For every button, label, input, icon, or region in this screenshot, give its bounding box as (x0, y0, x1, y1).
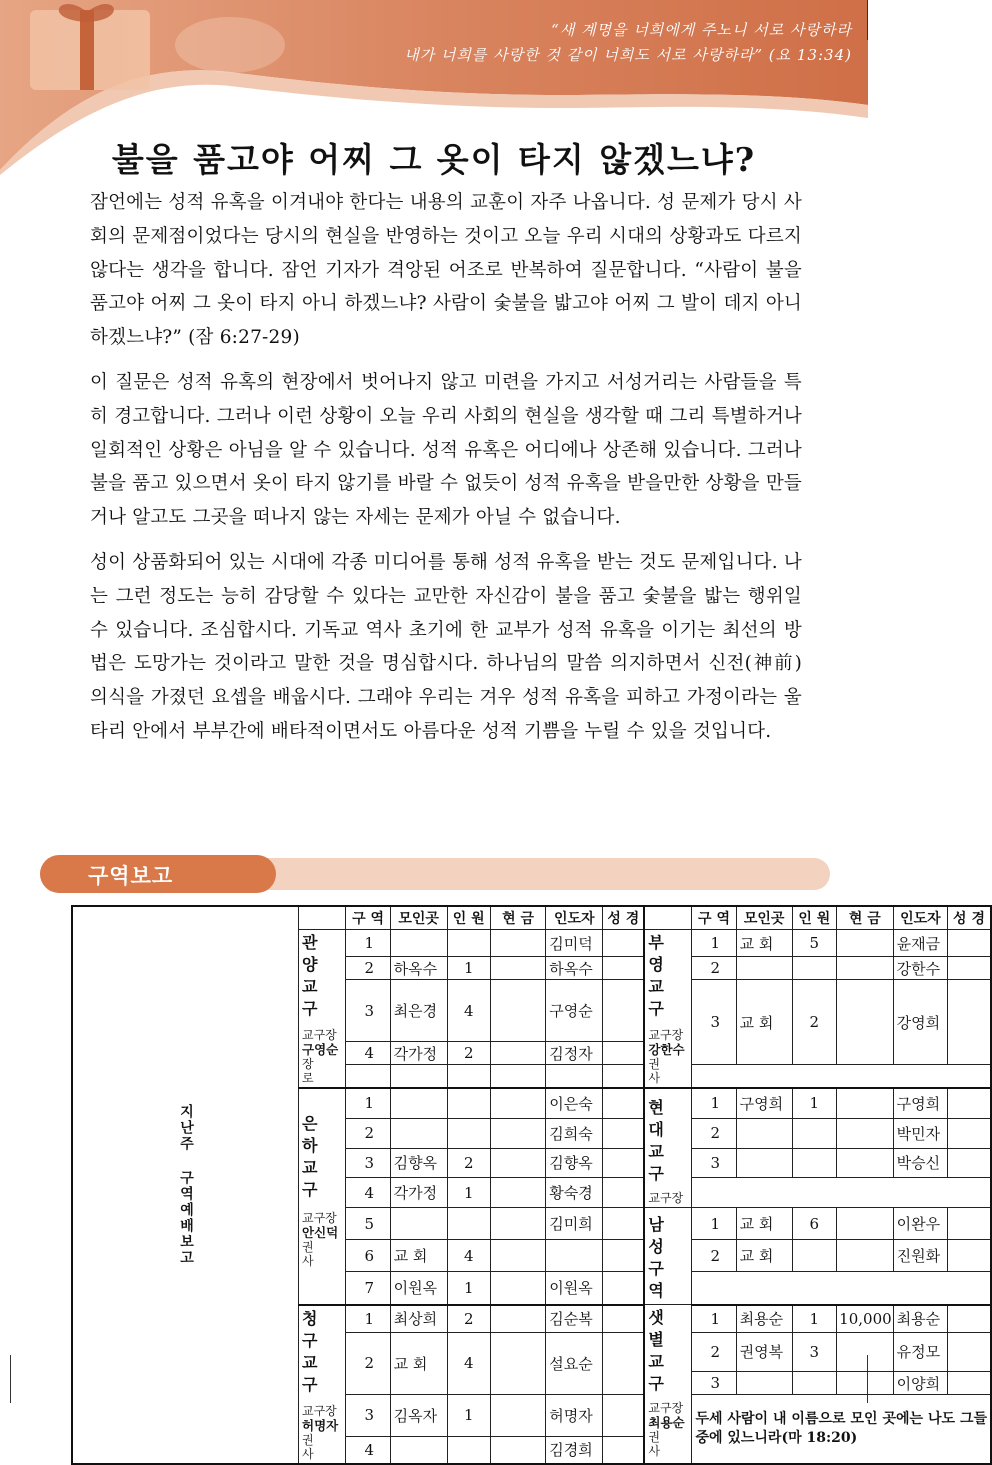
cell-no: 2 (692, 1332, 736, 1372)
group-sub: 교구장 (302, 1403, 337, 1418)
cell-bible (948, 1118, 991, 1148)
cell-place (390, 1208, 447, 1240)
cell-bible (948, 957, 991, 980)
cell-place: 김향옥 (390, 1148, 447, 1178)
cell-place (390, 1118, 447, 1148)
cell-place: 교 회 (736, 1240, 792, 1272)
cell-place: 각가정 (390, 1178, 447, 1208)
cell-amount (836, 1118, 893, 1148)
cell-bible (603, 1208, 645, 1240)
district-report-table (71, 905, 992, 1465)
cell-place: 김옥자 (390, 1395, 447, 1437)
cell-leader: 허명자 (546, 1395, 603, 1437)
cell-amount (490, 1042, 545, 1065)
header-col-place-r: 모인곳 (736, 906, 792, 930)
group-name: 남 성 구 역 (648, 1215, 673, 1300)
group-sub: 교구장 (302, 1211, 337, 1225)
group-name: 샛 별 교 구 (648, 1308, 673, 1393)
cell-count: 1 (447, 1272, 490, 1305)
cell-no: 3 (346, 980, 390, 1042)
group-leader: 최용순 (648, 1415, 685, 1430)
group-role: 권 사 (648, 1057, 672, 1085)
cell-no: 1 (692, 1088, 736, 1118)
cell-no: 2 (346, 1332, 390, 1395)
cell-count (792, 1240, 836, 1272)
cell-place: 최은경 (390, 980, 447, 1042)
cell-place (390, 930, 447, 957)
cell-bible (603, 1436, 645, 1464)
group-leader: 강한수 (648, 1042, 685, 1057)
cell-no: 2 (692, 1240, 736, 1272)
group-name: 부 영 교 구 (648, 933, 673, 1018)
cell-bible (948, 1208, 991, 1240)
verse-line-1: “새 계명을 너희에게 주노니 서로 사랑하라 (551, 21, 852, 39)
cell-bible (603, 957, 645, 980)
cell-amount (490, 1272, 545, 1305)
header-col-leader-r: 인도자 (893, 906, 947, 930)
cell-no: 3 (692, 980, 736, 1065)
cell-no: 4 (346, 1178, 390, 1208)
cell-count (447, 1208, 490, 1240)
cell-leader: 김정자 (546, 1042, 603, 1065)
cell-amount (836, 1332, 893, 1372)
group-saetbyeol (644, 1305, 692, 1464)
cell-no: 5 (346, 1208, 390, 1240)
cell-leader: 설요순 (546, 1332, 603, 1395)
cell-amount (490, 1178, 545, 1208)
cell-leader: 윤재금 (893, 930, 947, 957)
cell-count: 2 (447, 1042, 490, 1065)
cell-bible (603, 1148, 645, 1178)
cell-leader: 김순복 (546, 1305, 603, 1333)
cell-count: 3 (792, 1332, 836, 1372)
blank-row (692, 1065, 991, 1089)
cell-count (447, 1436, 490, 1464)
cell-no: 2 (346, 1118, 390, 1148)
verse-line-2: 내가 너희를 사랑한 것 같이 너희도 서로 사랑하라” (요 13:34) (404, 46, 852, 64)
page-edge-line-top (867, 0, 868, 40)
page-title: 불을 품고야 어찌 그 옷이 타지 않겠느냐? (111, 140, 757, 180)
cell-count: 2 (792, 980, 836, 1065)
cell-amount (836, 930, 893, 957)
group-sub: 교구장 (648, 1191, 684, 1205)
table-header-row (72, 906, 991, 930)
cell-amount (836, 957, 893, 980)
cell-leader: 이은숙 (546, 1088, 603, 1118)
cell-count (447, 1118, 490, 1148)
group-cheonggu (299, 1305, 346, 1464)
cell-no: 1 (346, 930, 390, 957)
cell-no: 2 (692, 1118, 736, 1148)
cell-place: 최상희 (390, 1305, 447, 1333)
cell-leader: 김향옥 (546, 1148, 603, 1178)
group-role: 권 사 (648, 1430, 672, 1458)
cell-leader: 황숙경 (546, 1178, 603, 1208)
header-blank-left (299, 906, 346, 930)
header-col-bible-r: 성 경 (948, 906, 991, 930)
group-role: 장 로 (302, 1057, 326, 1085)
cell-place: 교 회 (390, 1332, 447, 1395)
cell-amount (490, 1395, 545, 1437)
cell-place: 하옥수 (390, 957, 447, 980)
cell-no: 2 (692, 957, 736, 980)
group-leader: 허명자 (302, 1417, 339, 1433)
group-name: 청 구 교 구 (302, 1308, 327, 1394)
cell-place: 교 회 (390, 1240, 447, 1272)
cell-place (736, 957, 792, 980)
cell-leader: 유정모 (893, 1332, 947, 1372)
cell-amount (836, 1088, 893, 1118)
group-namseong (644, 1208, 692, 1305)
group-role: 권 사 (302, 1240, 326, 1268)
cell-amount (490, 980, 545, 1042)
cell-count: 5 (792, 930, 836, 957)
group-buyeong (644, 930, 692, 1089)
bible-quote: 두세 사람이 내 이름으로 모인 곳에는 나도 그들 중에 있느니라(마 18:20) (692, 1395, 991, 1464)
cell-place: 구영희 (736, 1088, 792, 1118)
blank-row (692, 1272, 991, 1305)
cell-count (447, 930, 490, 957)
article-paragraph-3: 성이 상품화되어 있는 시대에 각종 미디어를 통해 성적 유혹을 받는 것도 문제입니다. 나는 그런 정도는 능히 감당할 수 있다는 교만한 자신감이 불을 품고 숯불을 밟는 행위일 수 있습니다. 조심합시다. 기독교 역사 초기에 한 교부가 성적 유혹을 이기는 최선의 방법은 도망가는 것이라고 말한 것을 명심합시다. 하나님의 말씀 의지하면서 신전(神前) 의식을 가졌던 요셉을 배웁시다. 그래야 우리는 겨우 성적 유혹을 피하고 가정이라는 울타리 안에서 부부간에 배타적이면서도 아름다운 성적 기쁨을 누릴 수 있을 것입니다. (90, 551, 802, 742)
cell-count (792, 1118, 836, 1148)
group-leader: 안신덕 (302, 1225, 339, 1240)
page-edge-line-bottom-left (10, 1355, 11, 1403)
cell-bible (603, 1395, 645, 1437)
cell-leader: 구영희 (893, 1088, 947, 1118)
header-col-leader: 인도자 (546, 906, 603, 930)
cell-place (736, 1148, 792, 1178)
cell-no: 3 (692, 1148, 736, 1178)
group-name: 은 하 교 구 (302, 1114, 327, 1199)
article-body (90, 186, 802, 760)
cell-amount (490, 1118, 545, 1148)
cell-count: 1 (792, 1088, 836, 1118)
header-blank-right (644, 906, 692, 930)
cell-amount (490, 1088, 545, 1118)
cell-place: 교 회 (736, 1208, 792, 1240)
cell-amount: 10,000 (836, 1305, 893, 1333)
cell-count: 2 (447, 1305, 490, 1333)
group-sub: 교구장 (648, 1401, 684, 1415)
cell-no: 7 (346, 1272, 390, 1305)
cell-no: 3 (346, 1395, 390, 1437)
cell-leader: 진원화 (893, 1240, 947, 1272)
group-hyundae (644, 1088, 692, 1208)
cell-place (736, 1118, 792, 1148)
cell-no: 6 (346, 1240, 390, 1272)
cell-no: 4 (346, 1436, 390, 1464)
cell-bible (603, 930, 645, 957)
cell-count (792, 957, 836, 980)
header-col-place: 모인곳 (390, 906, 447, 930)
cell-amount (836, 1208, 893, 1240)
cell-place: 교 회 (736, 980, 792, 1065)
header-col-district-r: 구 역 (692, 906, 736, 930)
cell-count: 4 (447, 1332, 490, 1395)
cell-leader: 구영순 (546, 980, 603, 1042)
cell-place (390, 1088, 447, 1118)
cell-leader: 강한수 (893, 957, 947, 980)
cell-count (792, 1148, 836, 1178)
cell-count: 1 (792, 1305, 836, 1333)
cell-amount (490, 1148, 545, 1178)
group-name: 현 대 교 구 (648, 1098, 673, 1183)
cell-bible (948, 980, 991, 1065)
cell-leader: 김희숙 (546, 1118, 603, 1148)
cell-leader: 박승신 (893, 1148, 947, 1178)
article-paragraph-1: 잠언에는 성적 유혹을 이겨내야 한다는 내용의 교훈이 자주 나옵니다. 성 문제가 당시 사회의 문제점이었다는 당시의 현실을 반영하는 것이고 오늘 우리 시대의 상황과도 다르지 않다는 생각을 합니다. 잠언 기자가 격앙된 어조로 반복하여 질문합니다. “사람이 불을 품고야 어찌 그 옷이 타지 아니 하겠느냐? 사람이 숯불을 밟고야 어찌 그 발이 데지 아니하겠느냐?” (잠 6:27-29) (90, 192, 802, 349)
cell-no: 2 (346, 957, 390, 980)
cell-leader: 박민자 (893, 1118, 947, 1148)
section-label: 구역보고 (88, 864, 174, 888)
cell-amount (490, 1332, 545, 1395)
cell-bible (603, 1118, 645, 1148)
group-name: 관 양 교 구 (302, 933, 327, 1018)
cell-bible (603, 980, 645, 1042)
cell-bible (603, 1272, 645, 1305)
header-col-count: 인 원 (447, 906, 490, 930)
cell-place: 각가정 (390, 1042, 447, 1065)
cell-bible (948, 930, 991, 957)
cell-place: 교 회 (736, 930, 792, 957)
cell-no: 1 (692, 1305, 736, 1333)
cell-amount (490, 1240, 545, 1272)
header-col-bible: 성 경 (603, 906, 645, 930)
cell-amount (490, 1305, 545, 1333)
cell-bible (603, 1042, 645, 1065)
section-pill-end (200, 855, 276, 893)
cell-count: 6 (792, 1208, 836, 1240)
cell-count: 1 (447, 957, 490, 980)
cell-no: 1 (346, 1088, 390, 1118)
cell-no: 1 (346, 1305, 390, 1333)
cell-leader (546, 1065, 603, 1089)
cell-bible (948, 1372, 991, 1395)
cell-amount (836, 1148, 893, 1178)
cell-count (447, 1088, 490, 1118)
cell-amount (836, 1240, 893, 1272)
cell-leader: 김경희 (546, 1436, 603, 1464)
cell-count: 4 (447, 980, 490, 1042)
cell-leader: 김미희 (546, 1208, 603, 1240)
cell-bible (948, 1332, 991, 1372)
cell-no: 4 (346, 1042, 390, 1065)
cell-amount (490, 930, 545, 957)
cell-no (346, 1065, 390, 1089)
cell-bible (603, 1088, 645, 1118)
group-gwanyang (299, 930, 346, 1089)
cell-place (390, 1436, 447, 1464)
cell-place: 최용순 (736, 1305, 792, 1333)
blank-row (692, 1178, 991, 1208)
cell-leader: 하옥수 (546, 957, 603, 980)
cell-bible (948, 1148, 991, 1178)
cell-leader: 이원옥 (546, 1272, 603, 1305)
cell-count: 1 (447, 1395, 490, 1437)
cell-count: 4 (447, 1240, 490, 1272)
cell-count (447, 1065, 490, 1089)
article-paragraph-2: 이 질문은 성적 유혹의 현장에서 벗어나지 않고 미련을 가지고 서성거리는 사람들을 특히 경고합니다. 그러나 이런 상황이 오늘 우리 사회의 현실을 생각할 때 그리 특별하거나 일회적인 상황은 아님을 알 수 있습니다. 성적 유혹은 어디에나 상존해 있습니다. 그러나 불을 품고 있으면서 옷이 타지 않기를 바랄 수 없듯이 성적 유혹을 받을만한 상황을 만들거나 알고도 그곳을 떠나지 않는 자세는 문제가 아닐 수 없습니다. (90, 371, 802, 529)
cell-leader: 김미덕 (546, 930, 603, 957)
header-col-amount-r: 현 금 (836, 906, 893, 930)
cell-count (792, 1372, 836, 1395)
cell-bible (948, 1240, 991, 1272)
header-col-district: 구 역 (346, 906, 390, 930)
cell-no: 3 (692, 1372, 736, 1395)
cell-no: 1 (692, 1208, 736, 1240)
cell-place: 권영복 (736, 1332, 792, 1372)
cell-leader: 이양희 (893, 1372, 947, 1395)
section-header (40, 855, 830, 893)
group-leader: 구영순 (302, 1042, 339, 1057)
group-sub: 교구장 (302, 1028, 337, 1042)
cell-amount (836, 1372, 893, 1395)
header-col-amount: 현 금 (490, 906, 545, 930)
cell-leader (546, 1240, 603, 1272)
cell-place (390, 1065, 447, 1089)
cell-bible (603, 1178, 645, 1208)
cell-count: 1 (447, 1178, 490, 1208)
cell-amount (490, 1208, 545, 1240)
cell-amount (836, 980, 893, 1065)
group-sub: 교구장 (648, 1028, 684, 1042)
cell-bible (603, 1240, 645, 1272)
cell-bible (603, 1332, 645, 1395)
cell-leader: 최용순 (893, 1305, 947, 1333)
header-col-count-r: 인 원 (792, 906, 836, 930)
cell-no: 1 (692, 930, 736, 957)
cell-count: 2 (447, 1148, 490, 1178)
cell-amount (490, 957, 545, 980)
cell-amount (490, 1065, 545, 1089)
cell-bible (948, 1305, 991, 1333)
cell-bible (603, 1305, 645, 1333)
cell-no: 3 (346, 1148, 390, 1178)
gift-box-graphic (30, 4, 150, 90)
side-label (72, 906, 299, 1464)
header-verse (404, 18, 852, 68)
cell-place: 이원옥 (390, 1272, 447, 1305)
side-label-text: 지난주 구역예배보고 (178, 1103, 194, 1266)
cell-leader: 이완우 (893, 1208, 947, 1240)
cell-leader: 강영희 (893, 980, 947, 1065)
cell-amount (490, 1436, 545, 1464)
group-eunha (299, 1088, 346, 1305)
cell-place (736, 1372, 792, 1395)
cell-bible (603, 1065, 645, 1089)
group-role: 권 사 (302, 1432, 326, 1461)
cell-bible (948, 1088, 991, 1118)
